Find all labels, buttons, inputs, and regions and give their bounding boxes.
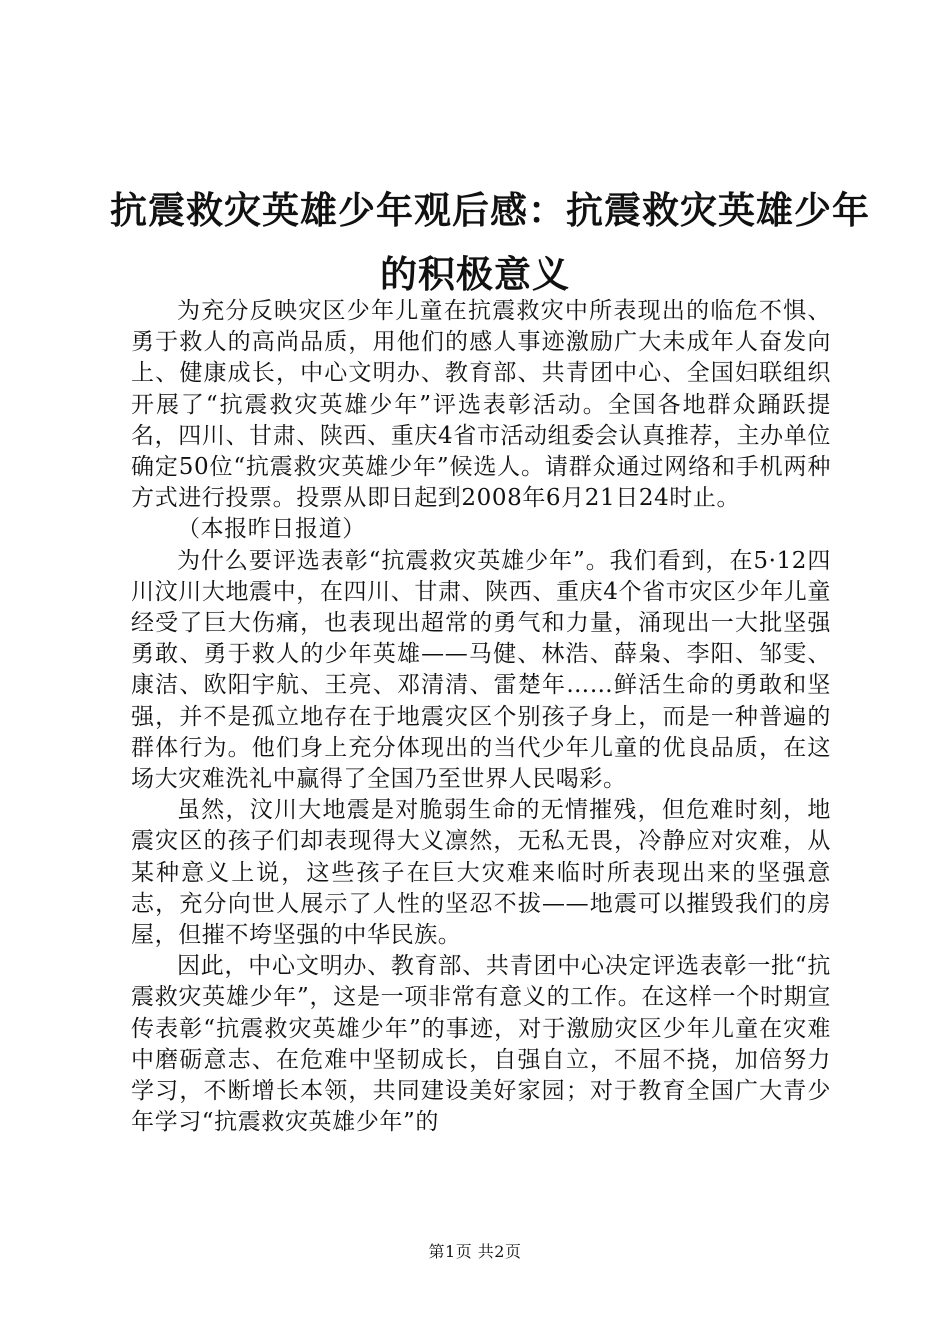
- paragraph-source-note: （本报昨日报道）: [177, 516, 366, 543]
- paragraph-therefore: 因此，中心文明办、教育部、共青团中心决定评选表彰一批“抗震救灾英雄少年”，这是一项非常有意义的工作。在这样一个时期宣传表彰“抗震救灾英雄少年”的事迹，对于激励灾区少年儿童在灾难中磨砺意志、在危难中坚韧成长，自强自立，不屈不挠，加倍努力学习，不断增长本领，共同建设美好家园；对于教育全国广大青少年学习“抗震救灾英雄少年”的: [131, 953, 831, 1136]
- article-body: [131, 296, 831, 1138]
- title-line-1: 抗震救灾英雄少年观后感：抗震救灾英雄少年: [110, 188, 870, 232]
- paragraph-why: 为什么要评选表彰“抗震救灾英雄少年”。我们看到，在5·12四川汶川大地震中，在四川、甘肃、陕西、重庆4个省市灾区少年儿童经受了巨大伤痛，也表现出超常的勇气和力量，涌现出一大批坚强勇敢、勇于救人的少年英雄——马健、林浩、薛枭、李阳、邹雯、康洁、欧阳宇航、王亮、邓清清、雷楚年……鲜活生命的勇敢和坚强，并不是孤立地存在于地震灾区个别孩子身上，而是一种普遍的群体行为。他们身上充分体现出的当代少年儿童的优良品质，在这场大灾难洗礼中赢得了全国乃至世界人民喝彩。: [131, 547, 831, 793]
- paragraph-although: 虽然，汶川大地震是对脆弱生命的无情摧残，但危难时刻，地震灾区的孩子们却表现得大义凛然，无私无畏，冷静应对灾难，从某种意义上说，这些孩子在巨大灾难来临时所表现出来的坚强意志，充分向世人展示了人性的坚忍不拔——地震可以摧毁我们的房屋，但摧不垮坚强的中华民族。: [131, 797, 831, 949]
- paragraph-intro: 为充分反映灾区少年儿童在抗震救灾中所表现出的临危不惧、勇于救人的高尚品质，用他们的感人事迹激励广大未成年人奋发向上、健康成长，中心文明办、教育部、共青团中心、全国妇联组织开展了“抗震救灾英雄少年”评选表彰活动。全国各地群众踊跃提名，四川、甘肃、陕西、重庆4省市活动组委会认真推荐，主办单位确定50位“抗震救灾英雄少年”候选人。请群众通过网络和手机两种方式进行投票。投票从即日起到2008年6月21日24时止。: [131, 298, 831, 512]
- title-line-2: 的积极意义: [380, 252, 570, 296]
- page-footer: 第1页 共2页: [428, 1242, 522, 1261]
- document-title: [110, 178, 870, 306]
